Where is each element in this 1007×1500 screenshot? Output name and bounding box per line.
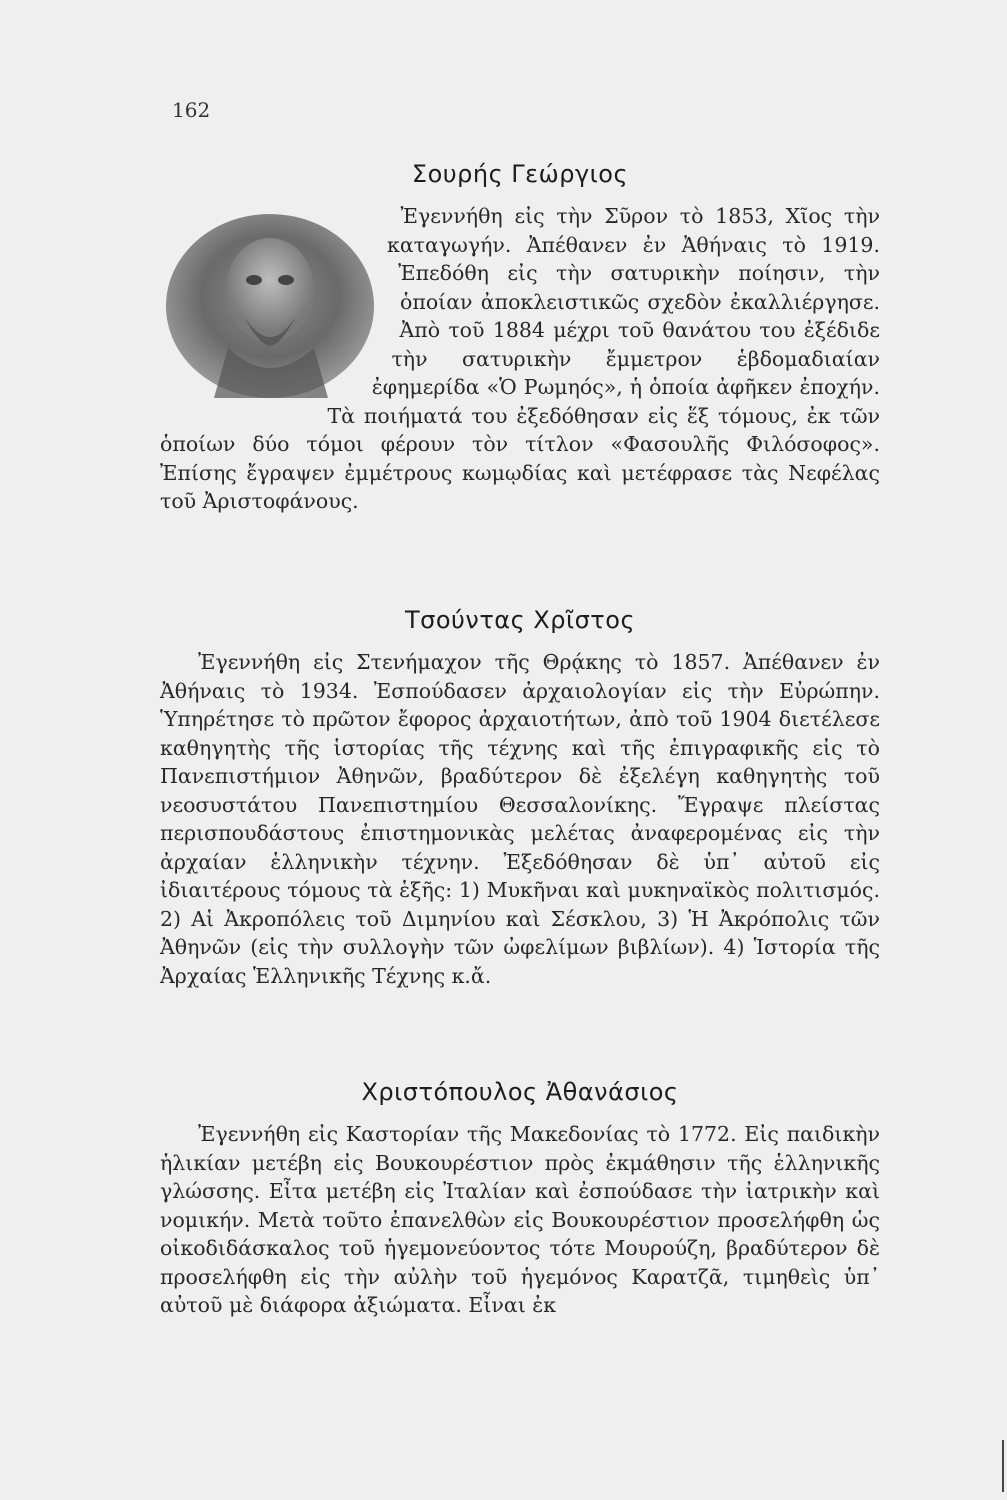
entry-christopoulos (160, 1078, 880, 1320)
entry-text: Ἐγεννήθη εἰς τὴν Σῦρον τὸ 1853, Χῖος τὴν καταγωγήν. Ἀπέθανεν ἐν Ἀθήναις τὸ 1919. Ἐπεδόθη εἰς τὴν σατυρικὴν ποίησιν, τὴν ὁποίαν ἀποκλειστικῶς σχεδὸν ἐκαλλιέργησε. Ἀπὸ τοῦ 1884 μέχρι τοῦ θανάτου του ἐξέδιδε τὴν σατυρικὴν ἔμμετρον ἑβδομαδιαίαν ἐφημερίδα «Ὁ Ρωμηός», ἡ ὁποία ἀφῆκεν ἐποχήν. Τὰ ποιήματά του ἐξεδόθησαν εἰς ἕξ τόμους, ἐκ τῶν ὁποίων δύο τόμοι φέρουν τὸν τίτλον «Φασουλῆς Φιλόσοφος». Ἐπίσης ἔγραψεν ἐμμέτρους κωμῳδίας καὶ μετέφρασε τὰς Νεφέλας τοῦ Ἀριστοφάνους. (160, 204, 880, 513)
entry-text: Ἐγεννήθη εἰς Στενήμαχον τῆς Θρᾴκης τὸ 1857. Ἀπέθανεν ἐν Ἀθήναις τὸ 1934. Ἐσπούδασεν ἀρχαιολογίαν εἰς τὴν Εὐρώπην. Ὑπηρέτησε τὸ πρῶτον ἔφορος ἀρχαιοτήτων, ἀπὸ τοῦ 1904 διετέλεσε καθηγητὴς τῆς ἱστορίας τῆς τέχνης καὶ τῆς ἐπιγραφικῆς εἰς τὸ Πανεπιστήμιον Ἀθηνῶν, βραδύτερον δὲ ἐξελέγη καθηγητὴς τοῦ νεοσυστάτου Πανεπιστημίου Θεσσαλονίκης. Ἔγραψε πλείστας περισπουδάστους ἐπιστημονικὰς μελέτας ἀναφερομένας εἰς τὴν ἀρχαίαν ἑλληνικὴν τέχνην. Ἐξεδόθησαν δὲ ὑπ᾽ αὐτοῦ εἰς ἰδιαιτέρους τόμους τὰ ἑξῆς: 1) Μυκῆναι καὶ μυκηναϊκὸς πολιτισμός. 2) Αἱ Ἀκροπόλεις τοῦ Διμηνίου καὶ Σέσκλου, 3) Ἡ Ἀκρόπολις τῶν Ἀθηνῶν (εἰς τὴν συλλογὴν τῶν ὠφελίμων βιβλίων). 4) Ἱστορία τῆς Ἀρχαίας Ἑλληνικῆς Τέχνης κ.ἄ. (160, 650, 880, 988)
entry-heading: Τσούντας Χρῖστος (404, 606, 636, 634)
entry-souris (160, 160, 880, 516)
page-number: 162 (172, 98, 211, 122)
entry-heading: Σουρής Γεώργιος (411, 160, 629, 188)
entry-tsountas (160, 606, 880, 990)
entry-text: Ἐγεννήθη εἰς Καστορίαν τῆς Μακεδονίας τὸ 1772. Εἰς παιδικὴν ἡλικίαν μετέβη εἰς Βουκουρέστιον πρὸς ἐκμάθησιν τῆς ἑλληνικῆς γλώσσης. Εἶτα μετέβη εἰς Ἰταλίαν καὶ ἐσπούδασε τὴν ἰατρικὴν καὶ νομικήν. Μετὰ τοῦτο ἐπανελθὼν εἰς Βουκουρέστιον προσελήφθη ὡς οἰκοδιδάσκαλος τοῦ ἡγεμονεύοντος τότε Μουρούζη, βραδύτερον δὲ προσελήφθη εἰς τὴν αὐλὴν τοῦ ἡγεμόνος Καρατζᾶ, τιμηθεὶς ὑπ᾽ αὐτοῦ μὲ διάφορα ἀξιώματα. Εἶναι ἐκ (160, 1122, 880, 1317)
portrait-photo-icon (158, 208, 386, 406)
page-edge-mark (1002, 1440, 1004, 1492)
entry-heading: Χριστόπουλος Ἀθανάσιος (361, 1078, 679, 1106)
